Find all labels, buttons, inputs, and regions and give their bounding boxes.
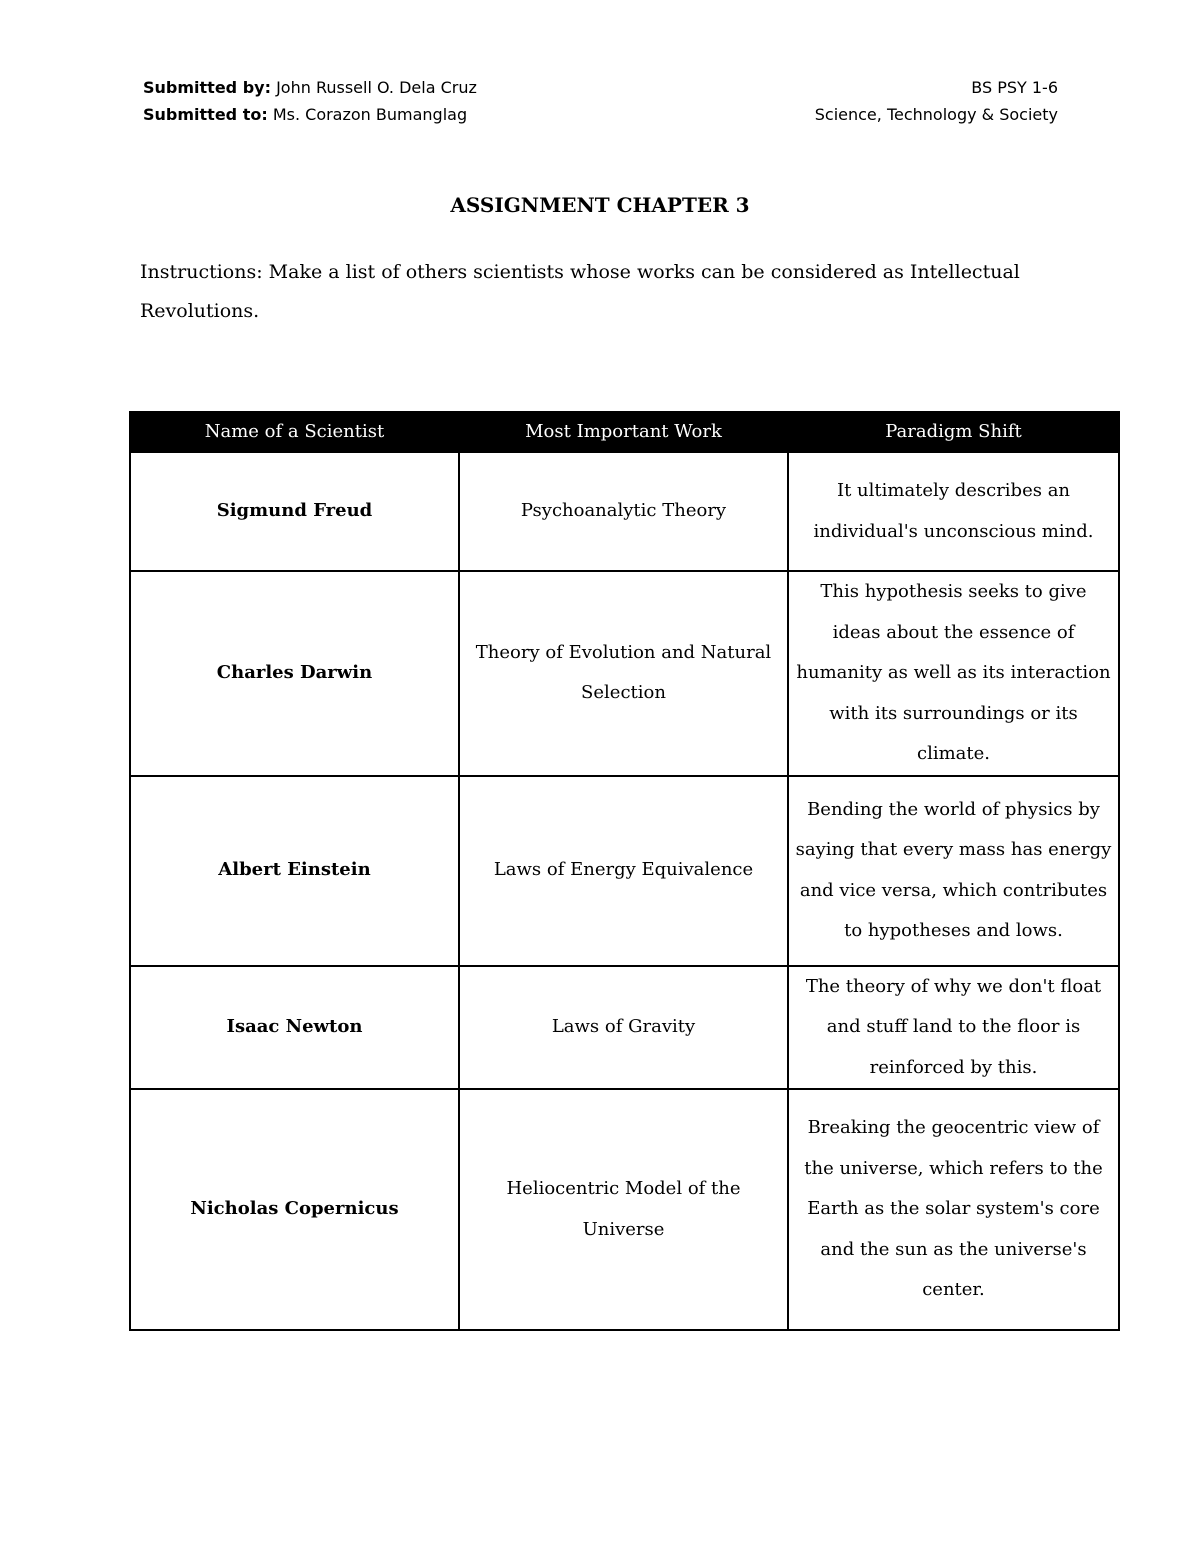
important-work: Laws of Gravity [459,966,788,1090]
assignment-title: ASSIGNMENT CHAPTER 3 [450,193,750,217]
instructions-text: Instructions: Make a list of others scientists whose works can be considered as Intellectual Revolutions. [140,261,1020,322]
subject-name: Science, Technology & Society [814,105,1058,124]
important-work: Theory of Evolution and Natural Selection [459,571,788,776]
paradigm-shift: Breaking the geocentric view of the universe, which refers to the Earth as the solar system's core and the sun as the universe's center. [788,1089,1119,1330]
submitted-to [143,101,467,128]
column-header-shift: Paradigm Shift [788,412,1119,452]
scientist-name: Isaac Newton [130,966,459,1090]
scientists-table [129,411,1120,1331]
paradigm-shift: The theory of why we don't float and stuff land to the floor is reinforced by this. [788,966,1119,1090]
table-row [130,571,1119,776]
important-work: Heliocentric Model of the Universe [459,1089,788,1330]
table-row [130,966,1119,1090]
important-work: Laws of Energy Equivalence [459,776,788,966]
paradigm-shift: It ultimately describes an individual's unconscious mind. [788,452,1119,571]
submitted-to-value: Ms. Corazon Bumanglag [272,105,468,124]
scientist-name: Nicholas Copernicus [130,1089,459,1330]
submitted-by-label: Submitted by: [143,78,271,97]
document-header [143,74,1058,128]
paradigm-shift: This hypothesis seeks to give ideas about the essence of humanity as well as its interaction with its surroundings or its climate. [788,571,1119,776]
course-code: BS PSY 1-6 [971,78,1058,97]
submitted-by [143,74,477,101]
important-work: Psychoanalytic Theory [459,452,788,571]
column-header-work: Most Important Work [459,412,788,452]
scientist-name: Albert Einstein [130,776,459,966]
scientist-name: Charles Darwin [130,571,459,776]
table-header-row [130,412,1119,452]
submitted-by-value: John Russell O. Dela Cruz [276,78,477,97]
column-header-name: Name of a Scientist [130,412,459,452]
header-row-submitted-to [143,101,1058,128]
table-row [130,1089,1119,1330]
scientist-name: Sigmund Freud [130,452,459,571]
table-row [130,452,1119,571]
table-row [130,776,1119,966]
header-row-submitted-by [143,74,1058,101]
paradigm-shift: Bending the world of physics by saying that every mass has energy and vice versa, which contributes to hypotheses and lows. [788,776,1119,966]
submitted-to-label: Submitted to: [143,105,268,124]
